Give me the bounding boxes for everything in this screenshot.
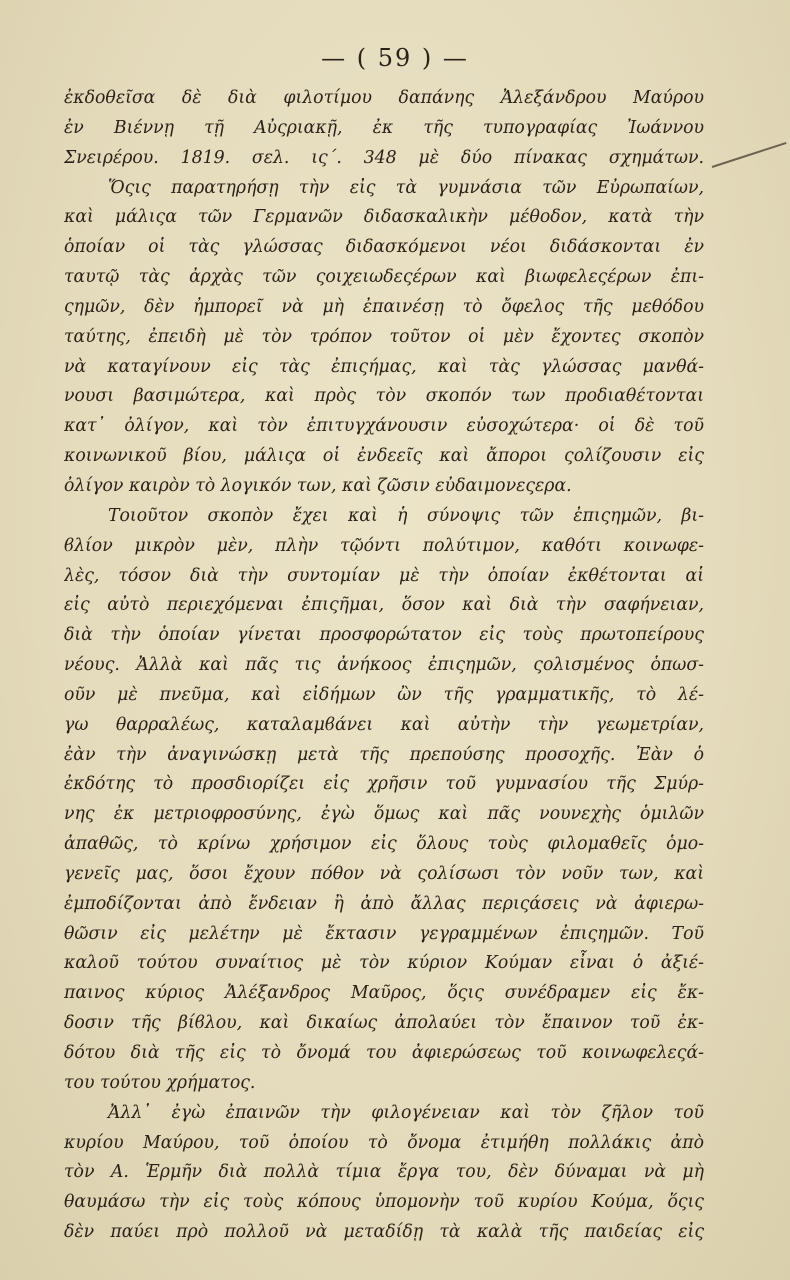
text-line: Σνειρέρου. 1819. σελ. ις΄. 348 μὲ δύο πίνακας σχημάτων. [64,147,704,168]
text-line: κοινωνικοῦ βίου, μάλιςα οἱ ἐνδεεῖς καὶ ἄποροι ςολίζουσιν εἰς [64,446,704,467]
body-text [64,84,704,1248]
text-line: δὲν παύει πρὸ πολλοῦ νὰ μεταδίδῃ τὰ καλὰ τῆς παιδείας εἰς [64,1222,704,1243]
text-line: ἐμποδίζονται ἀπὸ ἔνδειαν ἢ ἀπὸ ἄλλας περιςάσεις νὰ ἀφιερω- [64,893,704,914]
page-number-header: — ( 59 ) — [321,44,469,72]
text-line: ταύτης, ἐπειδὴ μὲ τὸν τρόπον τοῦτον οἱ μὲν ἔχοντες σκοπὸν [64,326,704,347]
text-line: εἰς αὐτὸ περιεχόμεναι ἐπιςῆμαι, ὅσον καὶ διὰ τὴν σαφήνειαν, [64,595,704,616]
margin-pen-stroke [712,142,787,168]
text-line: ἀπαθῶς, τὸ κρίνω χρήσιμον εἰς ὅλους τοὺς φιλομαθεῖς ὁμο- [64,834,704,855]
text-line: νης ἐκ μετριοφροσύνης, ἐγὼ ὅμως καὶ πᾶς νουνεχὴς ὁμιλῶν [64,804,704,825]
text-line: νὰ καταγίνουν εἰς τὰς ἐπιςήμας, καὶ τὰς γλώσσας μανθά- [64,356,704,377]
text-line: ϐλίον μικρὸν μὲν, πλὴν τῷόντι πολύτιμον, καθότι κοινωφε- [64,535,704,556]
text-line: ἐκδοθεῖσα δὲ διὰ φιλοτίμου δαπάνης Ἀλεξάνδρου Μαύρου [64,88,704,108]
text-line: καὶ μάλιςα τῶν Γερμανῶν διδασκαλικὴν μέθοδον, κατὰ τὴν [64,207,704,228]
text-line: ὁποίαν οἱ τὰς γλώσσας διδασκόμενοι νέοι διδάσκονται ἐν [64,237,704,258]
text-line: ὀλίγον καιρὸν τὸ λογικόν των, καὶ ζῶσιν εὐδαιμονεςερα. [64,475,572,496]
text-line: κατ᾽ ὀλίγον, καὶ τὸν ἐπιτυγχάνουσιν εὐσοχώτερα· οἱ δὲ τοῦ [64,416,704,437]
text-line: Ἀλλ᾽ ἐγὼ ἐπαινῶν τὴν φιλογένειαν καὶ τὸν ζῆλον τοῦ [108,1102,704,1123]
text-line: οῦν μὲ πνεῦμα, καὶ εἰδήμων ὢν τῆς γραμματικῆς, τὸ λέ- [64,684,704,705]
text-line: διὰ τὴν ὁποίαν γίνεται προσφορώτατον εἰς τοὺς πρωτοπείρους [64,625,704,646]
text-line: νέους. Ἀλλὰ καὶ πᾶς τις ἀνήκοος ἐπιςημῶν, ςολισμένος ὁπωσ- [64,655,704,676]
text-line: ταυτῷ τὰς ἀρχὰς τῶν ςοιχειωδεςέρων καὶ βιωφελεςέρων ἐπι- [64,267,704,288]
text-line: ἐν Βιέννῃ τῇ Αὐςριακῇ, ἐκ τῆς τυπογραφίας Ἰωάννου [64,117,704,138]
text-line: Τοιοῦτον σκοπὸν ἔχει καὶ ἡ σύνοψις τῶν ἐπιςημῶν, βι- [108,505,704,526]
text-line: λὲς, τόσον διὰ τὴν συντομίαν μὲ τὴν ὁποίαν ἐκθέτονται αἱ [64,565,704,586]
text-line: κυρίου Μαύρου, τοῦ ὁποίου τὸ ὄνομα ἐτιμήθη πολλάκις ἀπὸ [64,1132,704,1153]
text-line: παινος κύριος Ἀλέξανδρος Μαῦρος, ὅςις συνέδραμεν εἰς ἔκ- [64,983,704,1004]
text-line: του τούτου χρήματος. [64,1072,256,1093]
text-line: τὸν Α. Ἑρμῆν διὰ πολλὰ τίμια ἔργα του, δὲν δύναμαι νὰ μὴ [64,1162,704,1183]
text-line: γω θαρραλέως, καταλαμϐάνει καὶ αὐτὴν τὴν γεωμετρίαν, [64,714,704,735]
text-line: δότου διὰ τῆς εἰς τὸ ὄνομά του ἀφιερώσεως τοῦ κοινωφελεςά- [64,1043,704,1063]
text-line: δοσιν τῆς βίϐλου, καὶ δικαίως ἀπολαύει τὸν ἔπαινον τοῦ ἐκ- [64,1013,704,1034]
text-line: θαυμάσω τὴν εἰς τοὺς κόπους ὑπομονὴν τοῦ κυρίου Κούμα, ὅςις [64,1192,704,1213]
text-line: ςημῶν, δὲν ἠμπορεῖ νὰ μὴ ἐπαινέσῃ τὸ ὄφελος τῆς μεθόδου [64,296,704,317]
text-line: ἐκδότης τὸ προσδιορίζει εἰς χρῆσιν τοῦ γυμνασίου τῆς Σμύρ- [64,774,704,795]
text-line: θῶσιν εἰς μελέτην μὲ ἔκτασιν γεγραμμένων ἐπιςημῶν. Τοῦ [64,923,704,944]
text-line: Ὅςις παρατηρήσῃ τὴν εἰς τὰ γυμνάσια τῶν Εὐρωπαίων, [108,177,704,198]
text-line: καλοῦ τούτου συναίτιος μὲ τὸν κύριον Κούμαν εἶναι ὁ ἀξιέ- [64,953,704,974]
text-line: ἐὰν τὴν ἀναγινώσκῃ μετὰ τῆς πρεπούσης προσοχῆς. Ἐὰν ὁ [64,744,704,765]
text-line: γενεῖς μας, ὅσοι ἔχουν πόθον νὰ ςολίσωσι τὸν νοῦν των, καὶ [64,863,704,884]
text-line: νουσι βασιμώτερα, καὶ πρὸς τὸν σκοπόν των προδιαθέτονται [64,386,704,407]
